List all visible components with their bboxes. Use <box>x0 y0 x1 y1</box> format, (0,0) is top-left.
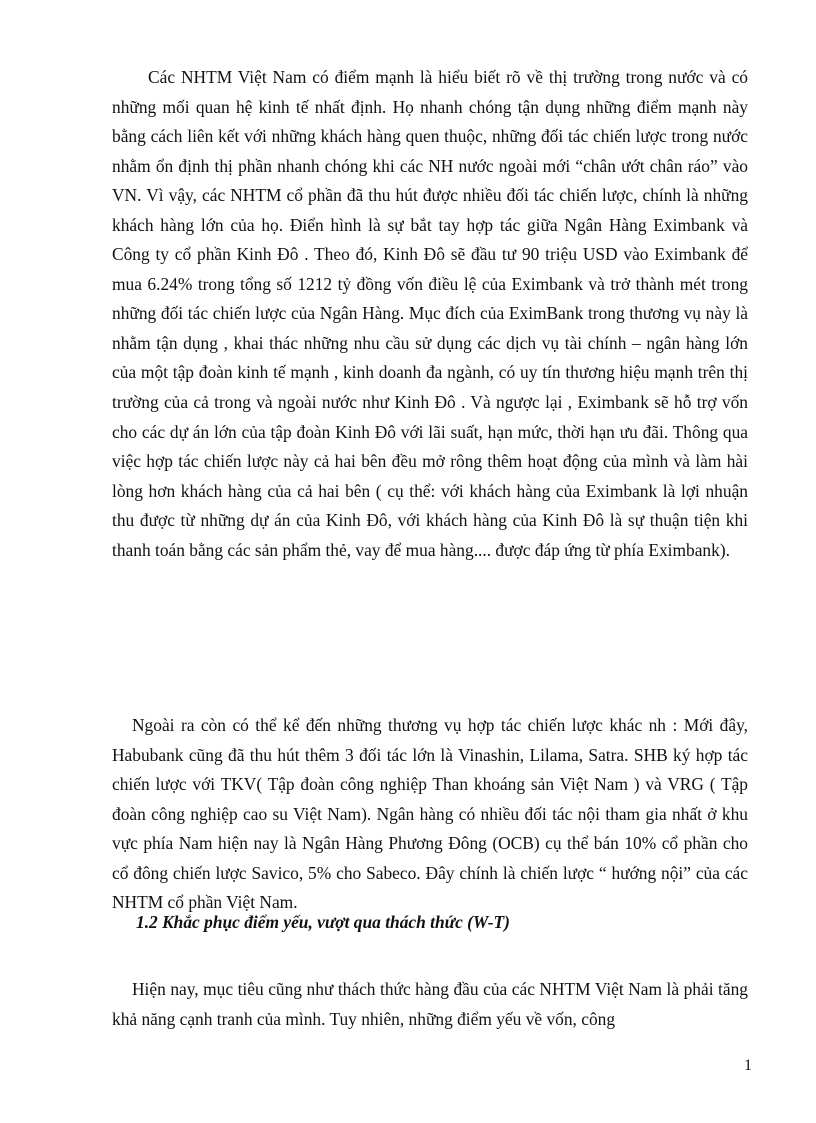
page-number: 1 <box>744 1057 752 1074</box>
paragraph-eximbank-kinh-do: Các NHTM Việt Nam có điểm mạnh là hiểu biết rõ về thị trường trong nước và có những mối quan hệ kinh tế nhất định. Họ nhanh chóng tận dụng những điểm mạnh này bằng cách liên kết với những khách hàng quen thuộc, những đối tác chiến lược trong nước nhằm ổn định thị phần nhanh chóng khi các NH nước ngoài mới “chân ướt chân ráo” vào VN. Vì vậy, các NHTM cổ phần đã thu hút được nhiều đối tác chiến lược, chính là những khách hàng lớn của họ. Điển hình là sự bắt tay hợp tác giữa Ngân Hàng Eximbank và Công ty cổ phần Kinh Đô . Theo đó, Kinh Đô sẽ đầu tư 90 triệu USD vào Eximbank để mua 6.24% trong tổng số 1212 tỷ đồng vốn điều lệ của Eximbank và trở thành mét trong những đối tác chiến lược của Ngân Hàng. Mục đích của EximBank trong thương vụ này là nhằm tận dụng , khai thác những nhu cầu sử dụng các dịch vụ tài chính – ngân hàng lớn của một tập đoàn kinh tế mạnh , kinh doanh đa ngành, có uy tín thương hiệu mạnh trên thị trường của cả trong và ngoài nước như Kinh Đô . Và ngược lại , Eximbank sẽ hỗ trợ vốn cho các dự án lớn của tập đoàn Kinh Đô với lãi suất, hạn mức, thời hạn ưu đãi. Thông qua việc hợp tác chiến lược này cả hai bên đều mở rông thêm hoạt động của mình và làm hài lòng hơn khách hàng của cả hai bên ( cụ thể: với khách hàng của Eximbank là lợi nhuận thu được từ những dự án của Kinh Đô, với khách hàng của Kinh Đô là sự thuận tiện khi thanh toán bằng các sản phẩm thẻ, vay để mua hàng.... được đáp ứng từ phía Eximbank). <box>112 67 748 560</box>
section-heading: 1.2 Khắc phục điểm yếu, vượt qua thách thức (W-T) <box>136 912 510 932</box>
paragraph-competitiveness: Hiện nay, mục tiêu cũng như thách thức hàng đầu của các NHTM Việt Nam là phải tăng khả năng cạnh tranh của mình. Tuy nhiên, những điểm yếu về vốn, công <box>112 979 748 1029</box>
paragraph-other-strategic-deals: Ngoài ra còn có thể kể đến những thương vụ hợp tác chiến lược khác nh : Mới đây, Habubank cũng đã thu hút thêm 3 đối tác lớn là Vinashin, Lilama, Satra. SHB ký hợp tác chiến lược với TKV( Tập đoàn công nghiệp Than khoáng sản Việt Nam ) và VRG ( Tập đoàn công nghiệp cao su Việt Nam). Ngân hàng có nhiều đối tác nội tham gia nhất ở khu vực phía Nam hiện nay là Ngân Hàng Phương Đông (OCB) cụ thể bán 10% cổ phần cho cổ đông chiến lược Savico, 5% cho Sabeco. Đây chính là chiến lược “ hướng nội” của các NHTM cổ phần Việt Nam. <box>112 715 748 913</box>
